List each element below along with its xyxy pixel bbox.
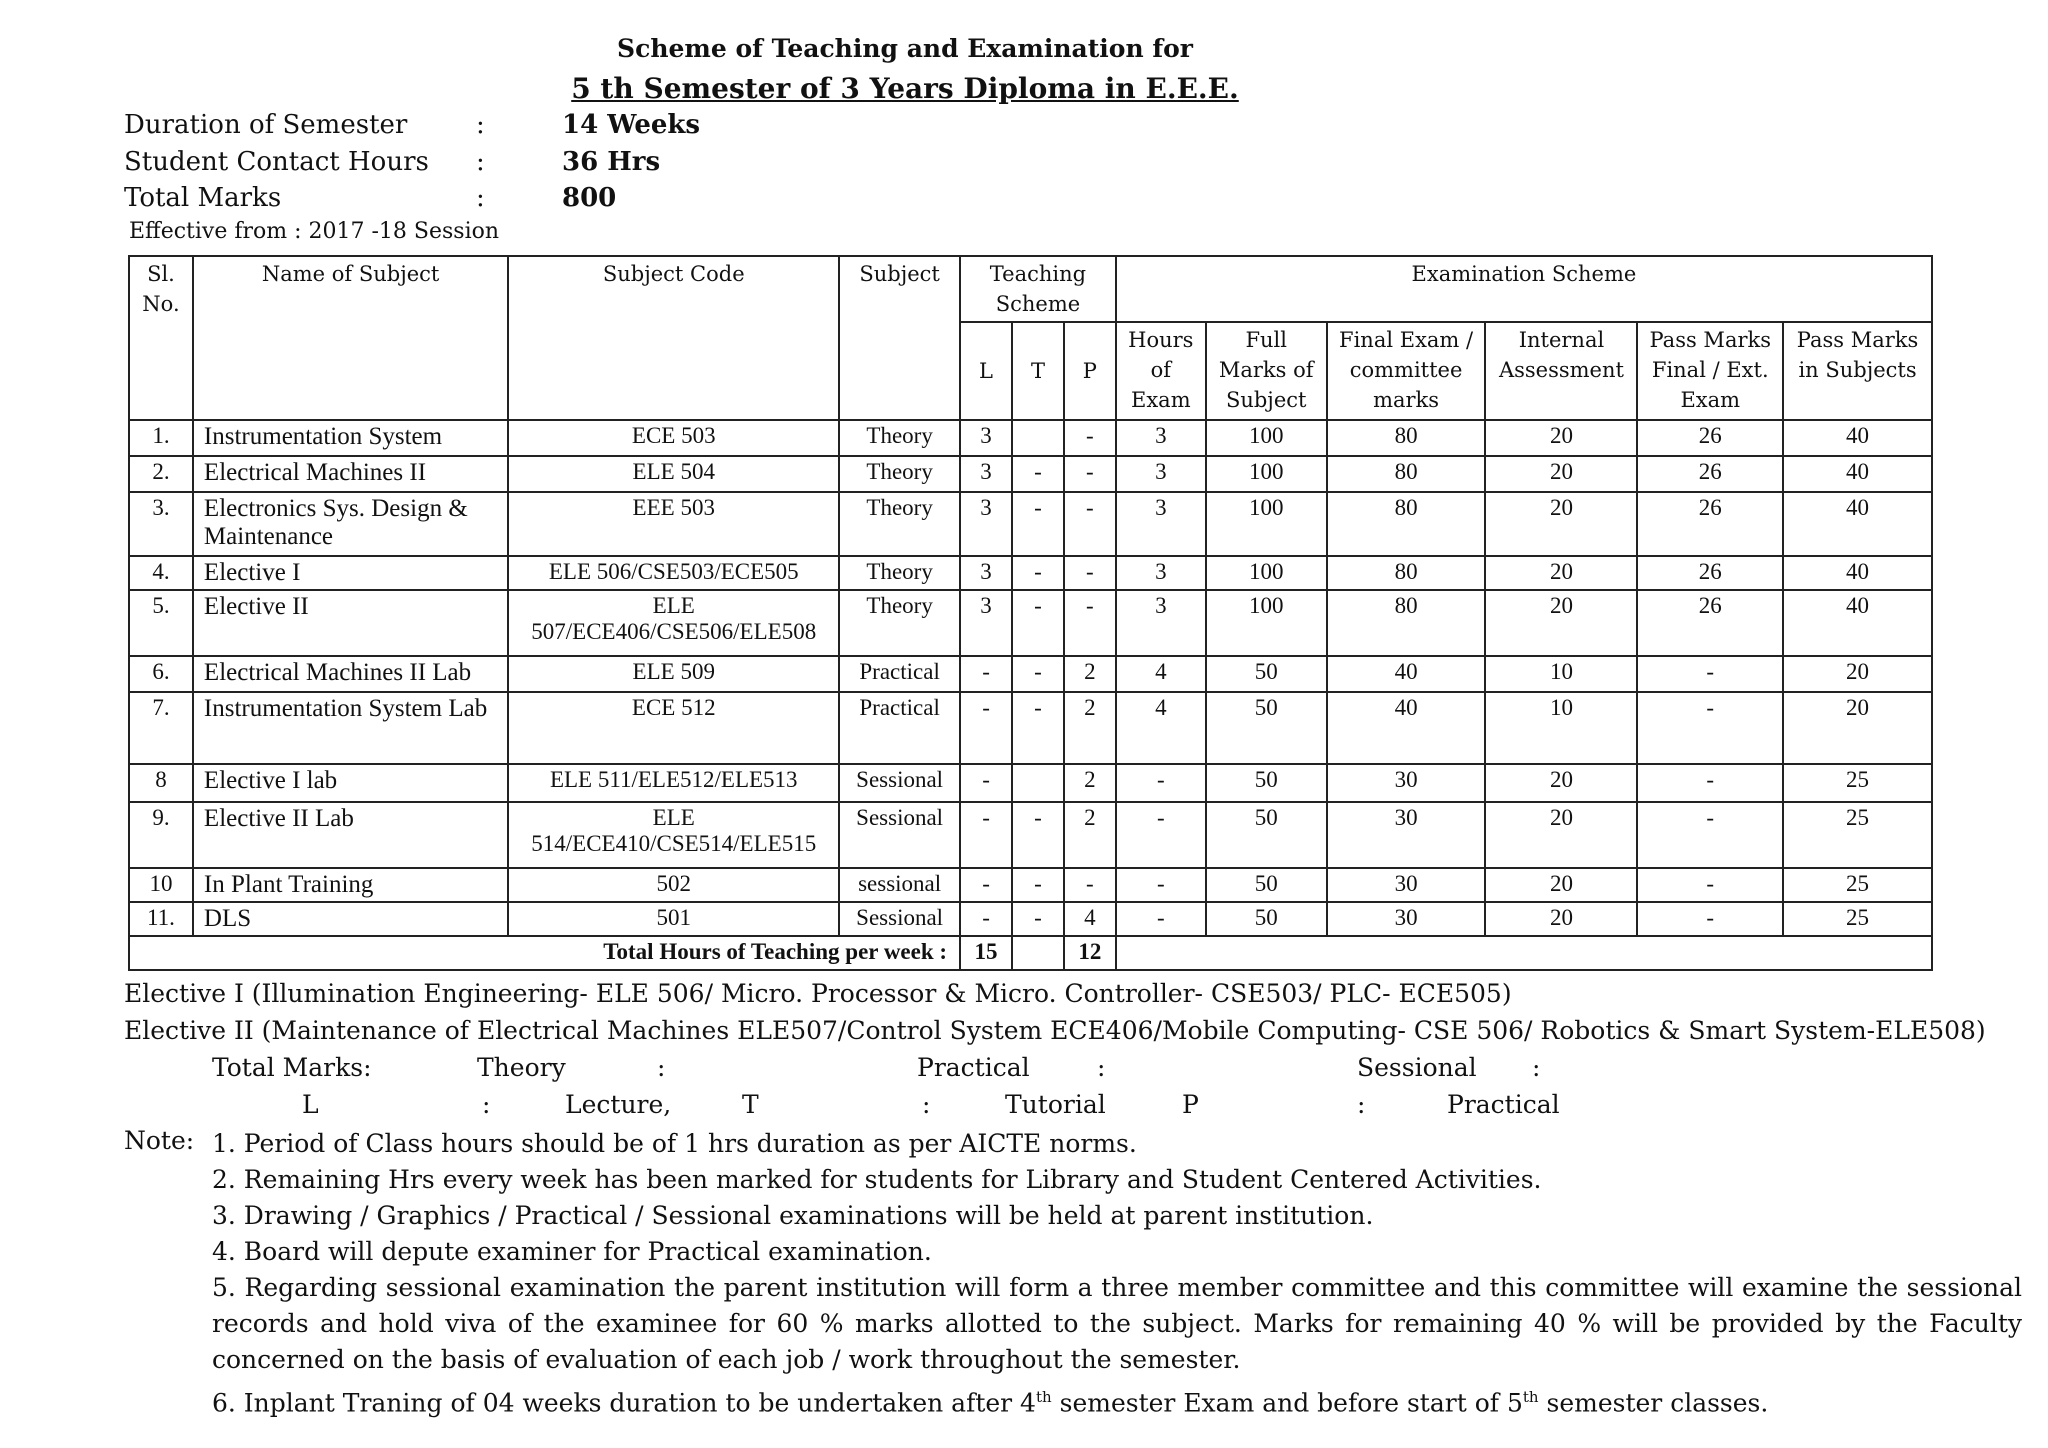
cell-code: ELE 504	[508, 456, 839, 492]
total-row	[129, 936, 1932, 970]
cell-final: 30	[1327, 868, 1486, 902]
cell-t: -	[1012, 590, 1064, 656]
cell-name: Elective II	[193, 590, 508, 656]
cell-final: 80	[1327, 420, 1486, 456]
cell-internal: 20	[1485, 556, 1637, 590]
theory-colon: :	[657, 1053, 666, 1082]
header-name: Name of Subject	[193, 256, 508, 420]
cell-pass-final: 26	[1637, 556, 1783, 590]
total-p: 12	[1064, 936, 1116, 970]
cell-type: Practical	[839, 656, 960, 692]
cell-pass-subj: 20	[1783, 692, 1932, 764]
cell-pass-final: -	[1637, 868, 1783, 902]
cell-internal: 20	[1485, 764, 1637, 802]
total-label: Total Hours of Teaching per week :	[129, 936, 960, 970]
table-row	[129, 802, 1932, 868]
cell-internal: 10	[1485, 656, 1637, 692]
cell-pass-final: -	[1637, 764, 1783, 802]
document-subtitle: 5 th Semester of 3 Years Diploma in E.E.E.	[571, 72, 1239, 105]
cell-sl: 2.	[129, 456, 193, 492]
cell-p: -	[1064, 556, 1116, 590]
cell-t: -	[1012, 492, 1064, 556]
header-t: T	[1012, 322, 1064, 420]
cell-full: 50	[1206, 902, 1327, 936]
cell-type: sessional	[839, 868, 960, 902]
cell-name: Electrical Machines II Lab	[193, 656, 508, 692]
cell-type: Sessional	[839, 764, 960, 802]
cell-p: -	[1064, 590, 1116, 656]
header-l: L	[960, 322, 1012, 420]
cell-pass-subj: 25	[1783, 868, 1932, 902]
cell-t: -	[1012, 692, 1064, 764]
cell-l: -	[960, 868, 1012, 902]
header-pass-subject: Pass Marks in Subjects	[1783, 322, 1932, 420]
table-row	[129, 868, 1932, 902]
cell-t: -	[1012, 656, 1064, 692]
table-row	[129, 656, 1932, 692]
cell-p: -	[1064, 492, 1116, 556]
cell-sl: 1.	[129, 420, 193, 456]
table-row	[129, 456, 1932, 492]
cell-sl: 7.	[129, 692, 193, 764]
cell-l: -	[960, 764, 1012, 802]
note-1: 1. Period of Class hours should be of 1 hrs duration as per AICTE norms.	[212, 1129, 1137, 1158]
cell-pass-final: 26	[1637, 492, 1783, 556]
cell-code: ELE 506/CSE503/ECE505	[508, 556, 839, 590]
cell-code: ELE 509	[508, 656, 839, 692]
cell-final: 40	[1327, 656, 1486, 692]
cell-internal: 20	[1485, 590, 1637, 656]
total-t	[1012, 936, 1064, 970]
elective-1-note: Elective I (Illumination Engineering- ELE 506/ Micro. Processor & Micro. Controller- CSE503/ PLC- ECE505)	[124, 979, 1512, 1008]
legend-l-colon: :	[482, 1090, 491, 1119]
cell-pass-final: -	[1637, 802, 1783, 868]
cell-hours: 3	[1116, 456, 1206, 492]
cell-p: -	[1064, 868, 1116, 902]
cell-pass-subj: 25	[1783, 902, 1932, 936]
scheme-table	[128, 255, 1933, 971]
header-examination-scheme: Examination Scheme	[1116, 256, 1932, 322]
cell-internal: 20	[1485, 492, 1637, 556]
cell-final: 30	[1327, 764, 1486, 802]
header-final-exam: Final Exam / committee marks	[1327, 322, 1486, 420]
cell-final: 40	[1327, 692, 1486, 764]
cell-hours: -	[1116, 902, 1206, 936]
cell-full: 100	[1206, 456, 1327, 492]
cell-l: 3	[960, 456, 1012, 492]
cell-p: 2	[1064, 692, 1116, 764]
cell-name: DLS	[193, 902, 508, 936]
cell-sl: 10	[129, 868, 193, 902]
cell-hours: 3	[1116, 556, 1206, 590]
cell-internal: 10	[1485, 692, 1637, 764]
cell-type: Practical	[839, 692, 960, 764]
note-2: 2. Remaining Hrs every week has been marked for students for Library and Student Centered Activities.	[212, 1165, 1542, 1194]
table-row	[129, 590, 1932, 656]
cell-p: -	[1064, 420, 1116, 456]
cell-code: 501	[508, 902, 839, 936]
header-hours: Hours of Exam	[1116, 322, 1206, 420]
cell-p: -	[1064, 456, 1116, 492]
cell-l: -	[960, 692, 1012, 764]
cell-internal: 20	[1485, 456, 1637, 492]
cell-pass-final: 26	[1637, 456, 1783, 492]
cell-p: 2	[1064, 656, 1116, 692]
cell-hours: 3	[1116, 590, 1206, 656]
cell-t: -	[1012, 802, 1064, 868]
cell-sl: 4.	[129, 556, 193, 590]
legend-t-colon: :	[922, 1090, 931, 1119]
total-marks-label: Total Marks:	[212, 1053, 372, 1082]
cell-final: 30	[1327, 902, 1486, 936]
cell-final: 30	[1327, 802, 1486, 868]
header-pass-final: Pass Marks Final / Ext. Exam	[1637, 322, 1783, 420]
cell-type: Theory	[839, 590, 960, 656]
cell-code: ELE 511/ELE512/ELE513	[508, 764, 839, 802]
cell-l: 3	[960, 590, 1012, 656]
cell-full: 50	[1206, 764, 1327, 802]
cell-pass-final: 26	[1637, 590, 1783, 656]
header-internal: Internal Assessment	[1485, 322, 1637, 420]
cell-name: Elective II Lab	[193, 802, 508, 868]
cell-type: Theory	[839, 492, 960, 556]
cell-hours: 4	[1116, 656, 1206, 692]
total-empty	[1116, 936, 1932, 970]
cell-type: Sessional	[839, 802, 960, 868]
cell-name: Elective I lab	[193, 764, 508, 802]
table-row	[129, 902, 1932, 936]
cell-code: EEE 503	[508, 492, 839, 556]
sessional-colon: :	[1532, 1053, 1541, 1082]
note-6: 6. Inplant Traning of 04 weeks duration to be undertaken after 4th semester Exam and before start of 5th semester classes.	[212, 1388, 1769, 1418]
header-subject-type: Subject	[839, 256, 960, 420]
cell-l: -	[960, 902, 1012, 936]
legend-p: P	[1182, 1090, 1199, 1119]
cell-type: Theory	[839, 456, 960, 492]
cell-internal: 20	[1485, 420, 1637, 456]
legend-t-text: Tutorial	[1005, 1090, 1106, 1119]
cell-full: 100	[1206, 590, 1327, 656]
legend-l-text: Lecture,	[565, 1090, 672, 1119]
cell-name: In Plant Training	[193, 868, 508, 902]
note-5: 5. Regarding sessional examination the parent institution will form a three member committee and this committee will examine the sessional records and hold viva of the examinee for 60 % marks allotted to the subject. Marks for remaining 40 % will be provided by the Faculty concerned on the basis of evaluation of each job / work throughout the semester.	[212, 1273, 2022, 1374]
table-row	[129, 420, 1932, 456]
header-teaching-scheme: Teaching Scheme	[960, 256, 1116, 322]
note-label: Note:	[124, 1126, 195, 1155]
cell-pass-subj: 40	[1783, 420, 1932, 456]
cell-t: -	[1012, 456, 1064, 492]
cell-full: 50	[1206, 692, 1327, 764]
cell-pass-subj: 40	[1783, 590, 1932, 656]
legend-t: T	[742, 1090, 759, 1119]
header-sl-no: Sl. No.	[129, 256, 193, 420]
cell-code: ELE 514/ECE410/CSE514/ELE515	[508, 802, 839, 868]
cell-hours: 4	[1116, 692, 1206, 764]
cell-pass-final: -	[1637, 902, 1783, 936]
cell-final: 80	[1327, 492, 1486, 556]
cell-hours: -	[1116, 802, 1206, 868]
cell-full: 100	[1206, 556, 1327, 590]
cell-name: Elective I	[193, 556, 508, 590]
cell-full: 50	[1206, 656, 1327, 692]
note-3: 3. Drawing / Graphics / Practical / Sessional examinations will be held at parent institution.	[212, 1201, 1374, 1230]
cell-final: 80	[1327, 556, 1486, 590]
cell-name: Electrical Machines II	[193, 456, 508, 492]
cell-l: 3	[960, 492, 1012, 556]
table-row	[129, 692, 1932, 764]
cell-pass-subj: 25	[1783, 802, 1932, 868]
cell-sl: 11.	[129, 902, 193, 936]
cell-name: Electronics Sys. Design & Maintenance	[193, 492, 508, 556]
cell-sl: 3.	[129, 492, 193, 556]
cell-p: 2	[1064, 764, 1116, 802]
cell-l: 3	[960, 556, 1012, 590]
legend-p-colon: :	[1357, 1090, 1366, 1119]
cell-full: 100	[1206, 492, 1327, 556]
cell-t	[1012, 420, 1064, 456]
cell-pass-final: -	[1637, 656, 1783, 692]
cell-full: 100	[1206, 420, 1327, 456]
cell-final: 80	[1327, 590, 1486, 656]
cell-pass-final: -	[1637, 692, 1783, 764]
cell-sl: 8	[129, 764, 193, 802]
cell-hours: 3	[1116, 420, 1206, 456]
cell-pass-final: 26	[1637, 420, 1783, 456]
cell-pass-subj: 25	[1783, 764, 1932, 802]
cell-t	[1012, 764, 1064, 802]
cell-pass-subj: 20	[1783, 656, 1932, 692]
cell-code: ELE 507/ECE406/CSE506/ELE508	[508, 590, 839, 656]
cell-sl: 9.	[129, 802, 193, 868]
effective-session: Effective from : 2017 -18 Session	[129, 219, 500, 244]
document-title: Scheme of Teaching and Examination for	[617, 34, 1193, 63]
table-row	[129, 556, 1932, 590]
cell-l: -	[960, 656, 1012, 692]
cell-type: Sessional	[839, 902, 960, 936]
cell-full: 50	[1206, 868, 1327, 902]
cell-t: -	[1012, 902, 1064, 936]
document-page: Scheme of Teaching and Examination for 5 th Semester of 3 Years Diploma in E.E.E. Duration of Semester : 14 Weeks Student Contact Hours : 36 Hrs Total Marks : 800 Effective from : 2017 -18 Session Sl. No. Name of Subject Subject Code Subject Teaching Scheme Examination Scheme L T P Hours of Exam Full Marks of Subject Final Exam / committee marks Internal Assessment Pass Marks Final / Ext. Exam Pass Marks in Subjects 1. Instrumentation System ECE 503 Theory 3 - 3 100 80 20 26 40 2. Electrical Machines II ELE 504 Theory 3 - - 3 100 80 20 26 40 3. Electronics Sys. Design & Maintenance EEE 503 Theory 3 - - 3 100 80 20 26 40 4. Elective I ELE 506/CSE503/ECE505 Theory 3 - - 3 100 80 20 26 40 5. Elective II ELE 507/ECE406/CSE506/ELE508 Theory 3 - - 3 100 80 20 26 40 6. Electrical Machines II Lab ELE 509 Practical - - 2 4 50 40 10 - 20 7. Instrumentation System Lab ECE 512 Practical - - 2 4 50 40 10 - 20 8 Elective I lab ELE 511/ELE512/ELE513 Sessional - 2 - 50 30 20 - 25 9. Elective II Lab ELE 514/ECE410/CSE514/ELE515 Sessional - - 2 - 50 30 20 - 25 10 In Plant Training 502 sessional - - - - 50 30 20 - 25 11. DLS 501 Sessional - - 4 - 50 30 20 - 25 Total Hours of Teaching per week : 15 12 Elective I (Illumination Engineering- ELE 506/ Micro. Processor & Micro. Controller- CSE503/ PLC- ECE505) Elective II (Maintenance of Electrical Machines ELE507/Control System ECE406/Mobile Computing- CSE 506/ Robotics & Smart System-ELE508) Total Marks: Theory : Practical : Sessional : L : Lecture, T : Tutorial P : Practical Note: 1. Period of Class hours should be of 1 hrs duration as per AICTE norms. 2. Remaining Hrs every week has been marked for students for Library and Student Centered Activities. 3. Drawing / Graphics / Practical / Sessional examinations will be held at parent institution. 4. Board will depute examiner for Practical examination. 5. Regarding sessional examination the parent institution will form a three member committee and this committee will examine the sessional records and hold viva of the examinee for 60 % marks allotted to the subject. Marks for remaining 40 % will be provided by the Faculty concerned on the basis of evaluation of each job / work throughout the semester. 6. Inplant Traning of 04 weeks duration to be undertaken after 4th semester Exam and before start of 5th semester classes.	[0, 0, 2048, 1448]
cell-type: Theory	[839, 420, 960, 456]
table-row	[129, 492, 1932, 556]
practical-label: Practical	[917, 1053, 1030, 1082]
cell-t: -	[1012, 556, 1064, 590]
cell-code: ECE 503	[508, 420, 839, 456]
cell-final: 80	[1327, 456, 1486, 492]
legend-p-text: Practical	[1447, 1090, 1560, 1119]
total-l: 15	[960, 936, 1012, 970]
header-full-marks: Full Marks of Subject	[1206, 322, 1327, 420]
cell-internal: 20	[1485, 902, 1637, 936]
header-p: P	[1064, 322, 1116, 420]
cell-name: Instrumentation System	[193, 420, 508, 456]
legend-l: L	[302, 1090, 319, 1119]
cell-sl: 5.	[129, 590, 193, 656]
cell-internal: 20	[1485, 868, 1637, 902]
elective-2-note: Elective II (Maintenance of Electrical Machines ELE507/Control System ECE406/Mobile Computing- CSE 506/ Robotics & Smart System-ELE508)	[124, 1016, 1986, 1045]
cell-pass-subj: 40	[1783, 456, 1932, 492]
cell-code: ECE 512	[508, 692, 839, 764]
note-4: 4. Board will depute examiner for Practical examination.	[212, 1237, 932, 1266]
cell-l: -	[960, 802, 1012, 868]
cell-pass-subj: 40	[1783, 492, 1932, 556]
practical-colon: :	[1097, 1053, 1106, 1082]
sessional-label: Sessional	[1357, 1053, 1477, 1082]
cell-name: Instrumentation System Lab	[193, 692, 508, 764]
cell-hours: 3	[1116, 492, 1206, 556]
cell-sl: 6.	[129, 656, 193, 692]
cell-hours: -	[1116, 764, 1206, 802]
theory-label: Theory	[477, 1053, 566, 1082]
cell-hours: -	[1116, 868, 1206, 902]
table-row	[129, 764, 1932, 802]
cell-internal: 20	[1485, 802, 1637, 868]
cell-l: 3	[960, 420, 1012, 456]
cell-type: Theory	[839, 556, 960, 590]
header-code: Subject Code	[508, 256, 839, 420]
cell-p: 4	[1064, 902, 1116, 936]
cell-t: -	[1012, 868, 1064, 902]
cell-code: 502	[508, 868, 839, 902]
cell-p: 2	[1064, 802, 1116, 868]
cell-full: 50	[1206, 802, 1327, 868]
cell-pass-subj: 40	[1783, 556, 1932, 590]
